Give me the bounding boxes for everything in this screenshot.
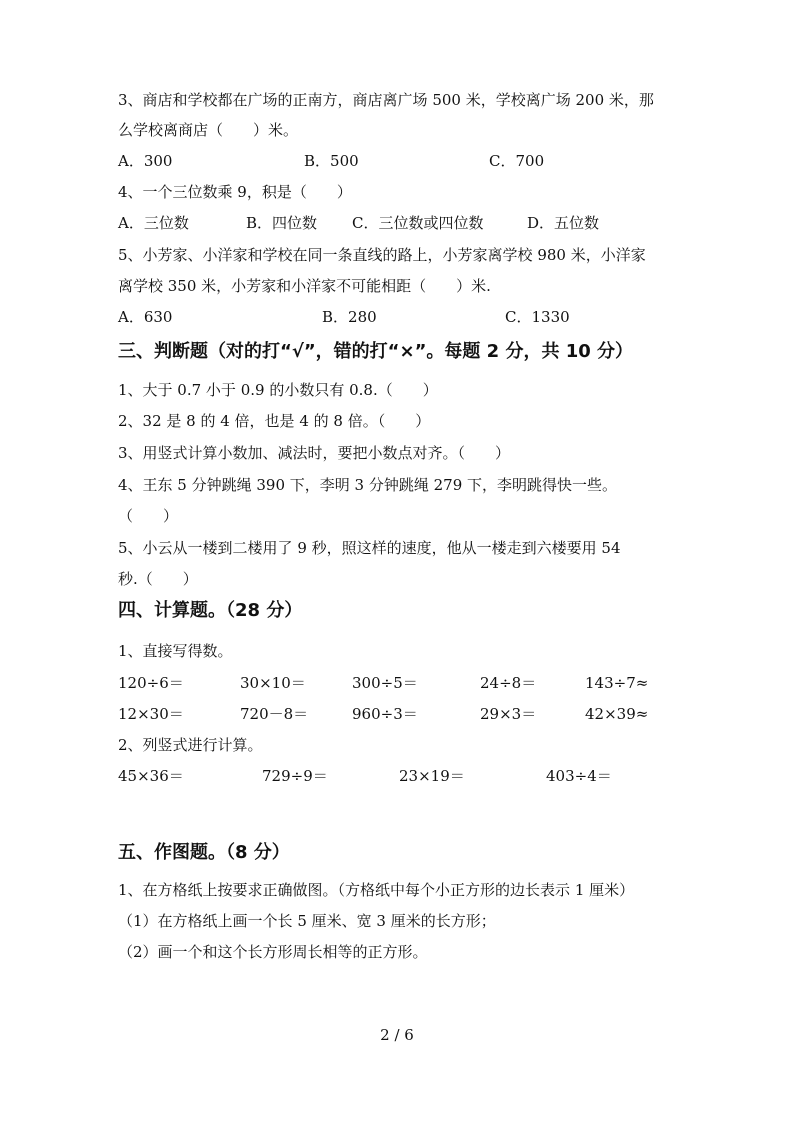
- calc-expr: 143÷7≈: [585, 674, 649, 692]
- question-4-option-c: C．三位数或四位数: [352, 214, 484, 232]
- page-number: 2 / 6: [380, 1026, 414, 1044]
- calc-vertical-expr: 23×19＝: [399, 767, 465, 785]
- calc-sub-1: 1、直接写得数。: [118, 642, 233, 660]
- question-4-option-d: D．五位数: [527, 214, 600, 232]
- calc-expr: 720－8＝: [240, 705, 309, 723]
- judge-item-5: 5、小云从一楼到二楼用了 9 秒，照这样的速度，他从一楼走到六楼要用 54: [118, 539, 621, 557]
- question-5-option-c: C．1330: [505, 308, 570, 326]
- question-3-option-c: C．700: [489, 152, 545, 170]
- calc-vertical-expr: 729÷9＝: [262, 767, 328, 785]
- calc-vertical-expr: 403÷4＝: [546, 767, 612, 785]
- draw-item-1-part-1: （1）在方格纸上画一个长 5 厘米、宽 3 厘米的长方形；: [118, 912, 496, 930]
- question-3-option-a: A．300: [118, 152, 173, 170]
- question-5-option-b: B．280: [322, 308, 377, 326]
- question-5-option-a: A．630: [118, 308, 173, 326]
- question-3-line-2: 么学校离商店（ ）米。: [118, 121, 299, 139]
- calc-sub-2: 2、列竖式进行计算。: [118, 736, 263, 754]
- draw-item-1: 1、在方格纸上按要求正确做图。（方格纸中每个小正方形的边长表示 1 厘米）: [118, 881, 635, 899]
- section-heading-judge: 三、判断题（对的打“√”，错的打“×”。每题 2 分，共 10 分）: [118, 341, 634, 362]
- judge-item-3: 3、用竖式计算小数加、减法时，要把小数点对齐。（ ）: [118, 444, 511, 462]
- calc-expr: 24÷8＝: [480, 674, 537, 692]
- question-4-option-a: A．三位数: [118, 214, 189, 232]
- question-3-line-1: 3、商店和学校都在广场的正南方，商店离广场 500 米，学校离广场 200 米，那: [118, 91, 654, 109]
- section-heading-draw: 五、作图题。（8 分）: [118, 842, 290, 863]
- calc-vertical-expr: 45×36＝: [118, 767, 184, 785]
- question-5-line-1: 5、小芳家、小洋家和学校在同一条直线的路上，小芳家离学校 980 米，小洋家: [118, 246, 646, 264]
- calc-expr: 29×3＝: [480, 705, 537, 723]
- calc-expr: 42×39≈: [585, 705, 649, 723]
- judge-item-1: 1、大于 0.7 小于 0.9 的小数只有 0.8.（ ）: [118, 381, 438, 399]
- question-4-option-b: B．四位数: [246, 214, 318, 232]
- question-4-line-1: 4、一个三位数乘 9，积是（ ）: [118, 183, 352, 201]
- judge-item-4-paren: （ ）: [118, 507, 179, 525]
- section-heading-calc: 四、计算题。（28 分）: [118, 600, 303, 621]
- judge-item-5-cont: 秒.（ ）: [118, 570, 198, 588]
- judge-item-4: 4、王东 5 分钟跳绳 390 下，李明 3 分钟跳绳 279 下，李明跳得快一些。: [118, 476, 618, 494]
- calc-expr: 120÷6＝: [118, 674, 184, 692]
- question-3-option-b: B．500: [304, 152, 359, 170]
- draw-item-1-part-2: （2）画一个和这个长方形周长相等的正方形。: [118, 943, 428, 961]
- judge-item-2: 2、32 是 8 的 4 倍，也是 4 的 8 倍。（ ）: [118, 412, 431, 430]
- question-5-line-2: 离学校 350 米，小芳家和小洋家不可能相距（ ）米.: [118, 277, 491, 295]
- calc-expr: 30×10＝: [240, 674, 306, 692]
- calc-expr: 12×30＝: [118, 705, 184, 723]
- calc-expr: 960÷3＝: [352, 705, 418, 723]
- calc-expr: 300÷5＝: [352, 674, 418, 692]
